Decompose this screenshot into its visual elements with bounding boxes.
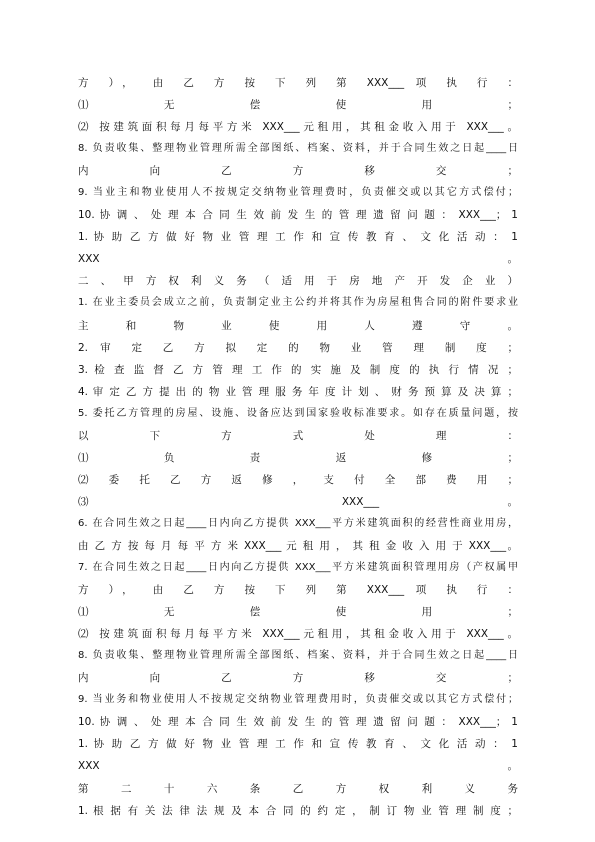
text-line: XXX 。 xyxy=(78,253,518,266)
text-line: 10. 协 调 、 处 理 本 合 同 生 效 前 发 生 的 管 理 遗 留 问 题 ： XXX___； 1 xyxy=(78,209,518,222)
text-line: 1. 协 助 乙 方 做 好 物 业 管 理 工 作 和 宣 传 教 育 、 文 化 活 动 ： 1 xyxy=(78,231,518,244)
text-line: ⑵ 按建筑面积每月每平方米 XXX___元租用，其租金收入用于 XXX___。 xyxy=(78,628,518,641)
text-line: 1. 在业主委员会成立之前，负责制定业主公约并将其作为房屋租售合同的附件要求业 xyxy=(78,297,518,309)
text-line: 内 向 乙 方 移 交 ； xyxy=(78,165,518,178)
text-line: 1. 协 助 乙 方 做 好 物 业 管 理 工 作 和 宣 传 教 育 、 文 化 活 动 ： 1 xyxy=(78,738,518,751)
text-line: 9. 当业务和物业使用人不按规定交纳物业管理费用时，负责催交或以其它方式偿付； xyxy=(78,694,518,706)
text-line: 二 、 甲 方 权 利 义 务 （ 适 用 于 房 地 产 开 发 企 业 ） xyxy=(78,275,518,288)
text-line: ⑴ 无 偿 使 用 ； xyxy=(78,99,518,112)
text-line: 第 二 十 六 条 乙 方 权 利 义 务 xyxy=(78,782,518,795)
text-line: ⑵ 委 托 乙 方 返 修 ， 支 付 全 部 费 用 ； xyxy=(78,473,518,486)
text-line: 4. 审 定 乙 方 提 出 的 物 业 管 理 服 务 年 度 计 划 、 财 务 预 算 及 决 算 ； xyxy=(78,385,518,398)
text-line: 5. 委托乙方管理的房屋、设施、设备应达到国家验收标准要求。如存在质量问题，按 xyxy=(78,407,518,419)
text-line: ⑴ 无 偿 使 用 ； xyxy=(78,606,518,619)
text-line: 由 乙 方 按 每 月 每 平 方 米 XXX___ 元 租 用 ， 其 租 金 收 入 用 于 XXX___。 xyxy=(78,539,518,552)
text-line: 1. 根 据 有 关 法 律 法 规 及 本 合 同 的 约 定 ， 制 订 物 业 管 理 制 度 ； xyxy=(78,804,518,817)
text-line: 内 向 乙 方 移 交 ； xyxy=(78,672,518,685)
text-line: 7. 在合同生效之日起____日内向乙方提供 XXX___平方米建筑面积管理用房（产权属甲 xyxy=(78,562,518,574)
text-line: 方 ）， 由 乙 方 按 下 列 第 XXX___ 项 执 行 ： xyxy=(78,584,518,597)
text-line: 3. 检 查 监 督 乙 方 管 理 工 作 的 实 施 及 制 度 的 执 行 情 况 ； xyxy=(78,363,518,376)
text-line: 2. 审 定 乙 方 拟 定 的 物 业 管 理 制 度 ； xyxy=(78,341,518,354)
text-line: 8. 负责收集、整理物业管理所需全部图纸、档案、资料，并于合同生效之日起____日 xyxy=(78,650,518,662)
text-line: 10. 协 调 、 处 理 本 合 同 生 效 前 发 生 的 管 理 遗 留 问 题 ： XXX___； 1 xyxy=(78,716,518,729)
text-line: ⑶ XXX___ 。 xyxy=(78,495,518,508)
document-page xyxy=(78,72,518,822)
text-line: 主 和 物 业 使 用 人 遵 守 。 xyxy=(78,319,518,332)
text-line: 9. 当业主和物业使用人不按规定交纳物业管理费时，负责催交或以其它方式偿付； xyxy=(78,187,518,199)
text-line: 以 下 方 式 处 理 ： xyxy=(78,429,518,442)
text-line: 方 ）， 由 乙 方 按 下 列 第 XXX___ 项 执 行 ： xyxy=(78,77,518,89)
text-line: 8. 负责收集、整理物业管理所需全部图纸、档案、资料，并于合同生效之日起____日 xyxy=(78,143,518,155)
text-line: XXX 。 xyxy=(78,760,518,773)
text-line: ⑴ 负 责 返 修 ； xyxy=(78,451,518,464)
text-line: 6. 在合同生效之日起____日内向乙方提供 XXX___平方米建筑面积的经营性商业用房， xyxy=(78,517,518,529)
text-line: ⑵ 按建筑面积每月每平方米 XXX___元租用，其租金收入用于 XXX___。 xyxy=(78,121,518,134)
